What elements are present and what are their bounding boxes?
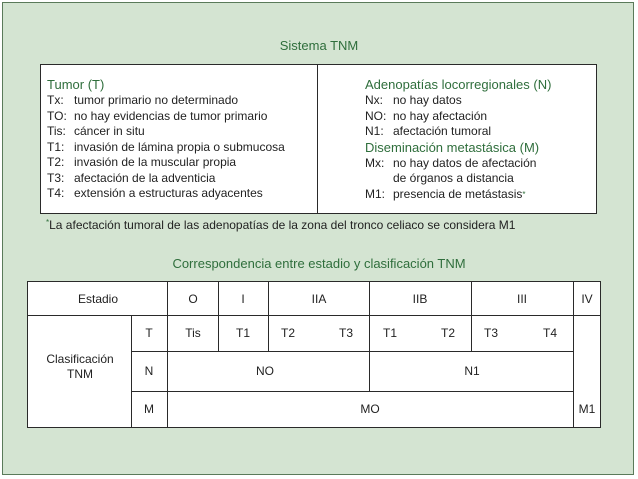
tumor-column: [47, 77, 312, 202]
m-label: M: [144, 402, 154, 416]
row-line: [131, 391, 573, 392]
m-cell: M1: [578, 402, 596, 416]
footnote: [46, 218, 515, 232]
diseminacion-item: [365, 171, 593, 187]
tumor-item: [47, 140, 312, 156]
stage-cell: III: [516, 292, 528, 306]
tumor-item: [47, 124, 312, 140]
row-line: [131, 351, 573, 352]
adenopatias-text: afectación tumoral: [393, 124, 492, 138]
diseminacion-code: M1:: [365, 186, 386, 201]
t-cell: T3: [339, 326, 354, 340]
col-line: [573, 282, 574, 427]
t-cell: T3: [484, 326, 499, 340]
stage-cell: I: [241, 292, 245, 306]
adenopatias-text: no hay afectación: [393, 108, 488, 123]
tumor-code: T3:: [47, 170, 65, 185]
nm-column: [365, 77, 593, 202]
adenopatias-item: [365, 93, 593, 109]
correspondencia-title: Correspondencia entre estadio y clasificación TNM: [172, 256, 466, 271]
adenopatias-item: [365, 124, 593, 140]
t-cell: T1: [235, 326, 251, 340]
tumor-text: extensión a estructuras adyacentes: [74, 186, 263, 200]
tumor-item: [47, 155, 312, 171]
n-cell: N1: [464, 364, 480, 378]
tumor-code: T2:: [47, 155, 65, 169]
t-cell: T1: [383, 326, 398, 340]
diseminacion-code: [365, 171, 393, 187]
clasificacion-label: Clasificación TNM: [46, 352, 114, 381]
stage-cell: O: [188, 292, 198, 306]
tumor-text: no hay evidencias de tumor primario: [74, 108, 268, 123]
tumor-code: T4:: [47, 186, 65, 200]
t-cell: T2: [281, 326, 296, 340]
col-line: [268, 282, 269, 351]
adenopatias-heading: Adenopatías locorregionales (N): [365, 77, 552, 92]
adenopatias-item: [365, 109, 593, 125]
sistema-tnm-title: Sistema TNM: [279, 38, 359, 53]
diseminacion-text: no hay datos de afectación: [393, 155, 537, 170]
t-cell: Tis: [185, 326, 201, 340]
tumor-item: [47, 186, 312, 202]
diseminacion-item: [365, 187, 593, 203]
footnote-text: La afectación tumoral de las adenopatías de la zona del tronco celiaco se considera M1: [49, 218, 516, 232]
col-line: [471, 282, 472, 351]
n-label: N: [144, 364, 154, 378]
stage-table: [27, 281, 601, 428]
col-line: [131, 315, 132, 427]
t-label: T: [145, 326, 153, 340]
tumor-item: [47, 109, 312, 125]
tumor-item: [47, 171, 312, 187]
tumor-item: [47, 93, 312, 109]
tumor-text: invasión de lámina propia o submucosa: [74, 139, 285, 154]
diseminacion-code: Mx:: [365, 155, 385, 170]
adenopatias-code: N1:: [365, 124, 384, 138]
tumor-text: tumor primario no determinado: [74, 93, 239, 107]
footnote-asterisk: *: [46, 218, 50, 227]
tumor-code: Tx:: [47, 93, 64, 107]
stage-cell: IIB: [412, 292, 428, 306]
tumor-text: invasión de la muscular propia: [74, 155, 237, 169]
col-line: [218, 282, 219, 351]
diseminacion-text: de órganos a distancia: [393, 171, 514, 185]
n-cell: NO: [256, 364, 274, 378]
tumor-text: afectación de la adventicia: [74, 170, 216, 185]
box-divider: [317, 65, 318, 213]
col-line: [167, 282, 168, 427]
tumor-heading: Tumor (T): [47, 77, 105, 92]
row-line: [28, 315, 600, 316]
t-cell: T2: [441, 326, 456, 340]
tumor-code: T1:: [47, 139, 65, 154]
adenopatias-text: no hay datos: [393, 93, 462, 107]
stage-cell: IIA: [311, 292, 327, 306]
adenopatias-code: Nx:: [365, 93, 383, 107]
stage-cell: IV: [581, 292, 593, 306]
m-cell: MO: [360, 402, 380, 416]
t-cell: T4: [543, 326, 558, 340]
adenopatias-code: NO:: [365, 108, 387, 123]
col-line: [369, 282, 370, 391]
tumor-text: cáncer in situ: [74, 124, 145, 138]
diseminacion-heading: Diseminación metastásica (M): [365, 139, 540, 155]
tumor-code: Tis:: [47, 124, 66, 138]
asterisk-mark: *: [522, 189, 526, 199]
tnm-definitions-box: [40, 64, 597, 214]
diseminacion-item: [365, 156, 593, 172]
estadio-label: Estadio: [77, 292, 119, 306]
tumor-code: TO:: [47, 108, 67, 123]
diseminacion-text: presencia de metástasis: [393, 186, 523, 201]
